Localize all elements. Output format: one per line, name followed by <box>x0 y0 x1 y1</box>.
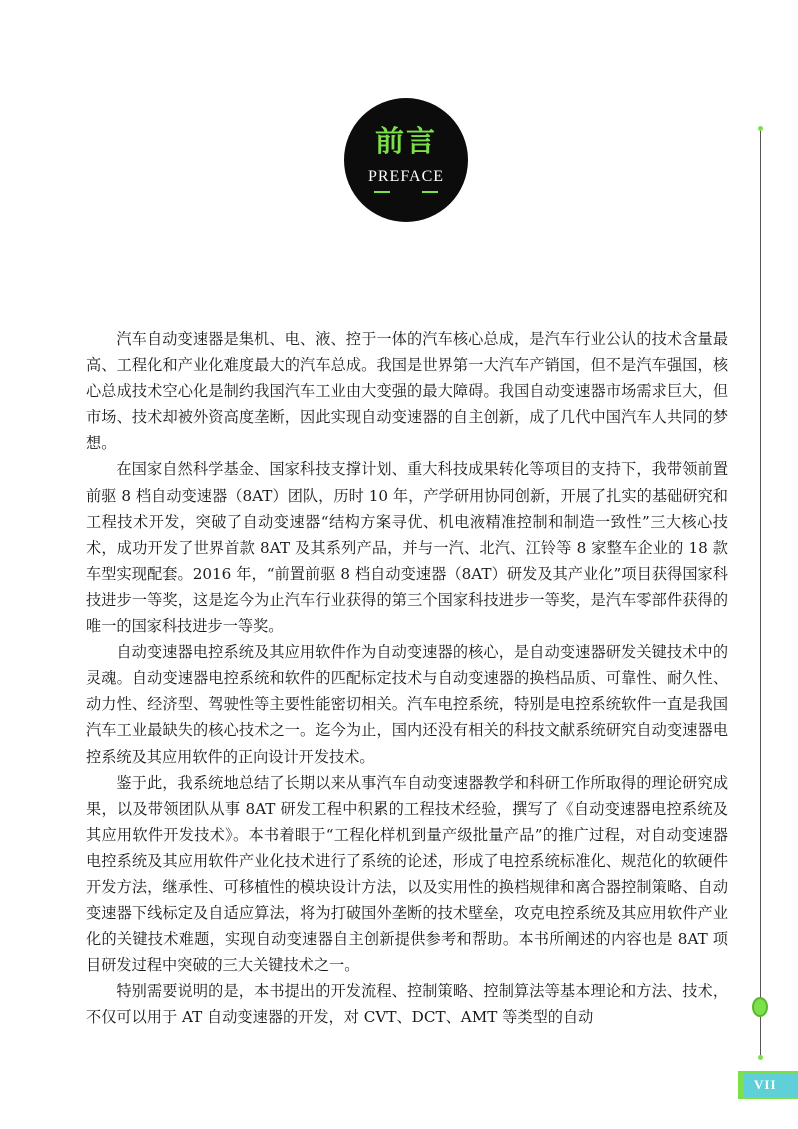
page-subtitle: PREFACE <box>367 168 445 185</box>
page-title: 前言 <box>374 124 437 158</box>
paragraph: 在国家自然科学基金、国家科技支撑计划、重大科技成果转化等项目的支持下，我带领前置前驱 8 档自动变速器（8AT）团队，历时 10 年，产学研用协同创新，开展了扎实的基础研究和工程技术开发，突破了自动变速器“结构方案寻优、机电液精准控制和制造一致性”三大核心技术，成功开发了世界首款 8AT 及其系列产品，并与一汽、北汽、江铃等 8 家整车企业的 18 款车型实现配套。2016 年，“前置前驱 8 档自动变速器（8AT）研发及其产业化”项目获得国家科技进步一等奖，这是迄今为止汽车行业获得的第三个国家科技进步一等奖，是汽车零部件获得的唯一的国家科技进步一等奖。 <box>86 460 728 636</box>
margin-rule-top-dot <box>758 126 763 131</box>
margin-rule <box>760 128 761 1058</box>
page-number: VII <box>744 1073 798 1097</box>
paragraph: 鉴于此，我系统地总结了长期以来从事汽车自动变速器教学和科研工作所取得的理论研究成果，以及带领团队从事 8AT 研发工程中积累的工程技术经验，撰写了《自动变速器电控系统及其应用软件开发技术》。本书着眼于“工程化样机到量产级批量产品”的推广过程，对自动变速器电控系统及其应用软件产业化技术进行了系统的论述，形成了电控系统标准化、规范化的软硬件开发方法，继承性、可移植性的模块设计方法，以及实用性的换档规律和离合器控制策略、自动变速器下线标定及自适应算法，将为打破国外垄断的技术壁垒，攻克电控系统及其应用软件产业化的关键技术难题，实现自动变速器自主创新提供参考和帮助。本书所阐述的内容也是 8AT 项目研发过程中突破的三大关键技术之一。 <box>86 773 728 975</box>
preface-badge <box>344 98 468 222</box>
paragraph: 自动变速器电控系统及其应用软件作为自动变速器的核心，是自动变速器研发关键技术中的灵魂。自动变速器电控系统和软件的匹配标定技术与自动变速器的换档品质、可靠性、耐久性、动力性、经济型、驾驶性等主要性能密切相关。汽车电控系统，特别是电控系统软件一直是我国汽车工业最缺失的核心技术之一。迄今为止，国内还没有相关的科技文献系统研究自动变速器电控系统及其应用软件的正向设计开发技术。 <box>86 643 728 766</box>
badge-divider-right <box>422 191 438 193</box>
badge-divider-left <box>374 191 390 193</box>
margin-rule-bottom-dot <box>758 1055 763 1060</box>
paragraph: 特别需要说明的是，本书提出的开发流程、控制策略、控制算法等基本理论和方法、技术，不仅可以用于 AT 自动变速器的开发，对 CVT、DCT、AMT 等类型的自动 <box>86 982 728 1027</box>
paragraph: 汽车自动变速器是集机、电、液、控于一体的汽车核心总成，是汽车行业公认的技术含量最高、工程化和产业化难度最大的汽车总成。我国是世界第一大汽车产销国，但不是汽车强国，核心总成技术空心化是制约我国汽车工业由大变强的最大障碍。我国自动变速器市场需求巨大，但市场、技术却被外资高度垄断，因此实现自动变速器的自主创新，成了几代中国汽车人共同的梦想。 <box>86 330 728 453</box>
margin-marker <box>752 997 768 1017</box>
body-text <box>86 326 728 1031</box>
